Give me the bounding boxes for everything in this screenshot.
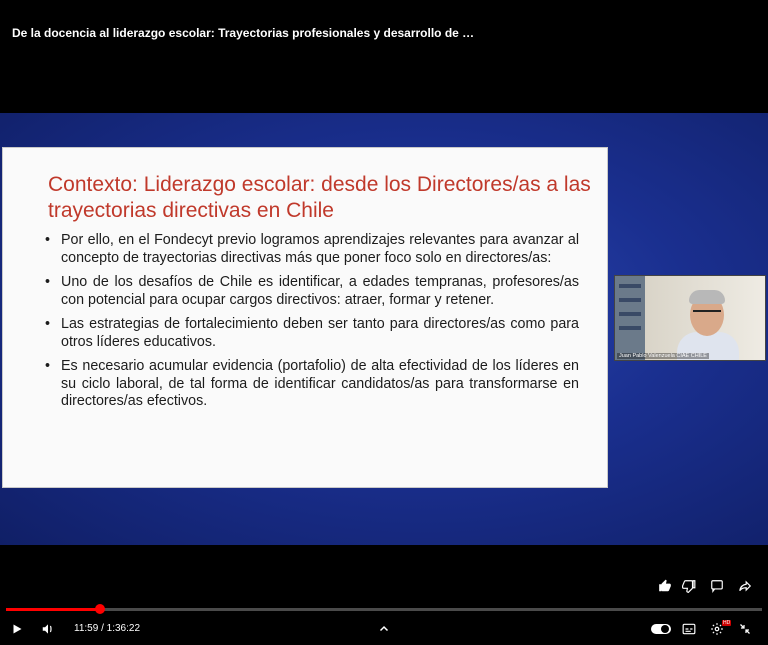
thumbs-up-icon[interactable] bbox=[656, 579, 674, 597]
bullet-dot: • bbox=[45, 232, 51, 248]
video-actions bbox=[656, 579, 766, 597]
bullet-dot: • bbox=[45, 358, 51, 374]
video-frame[interactable] bbox=[0, 113, 768, 545]
speaker-name-label: Juan Pablo Valenzuela CIAE CHILE bbox=[619, 353, 707, 359]
bookshelf bbox=[615, 276, 645, 361]
speaker-webcam bbox=[614, 275, 766, 361]
slide-bullet bbox=[45, 316, 579, 351]
volume-icon[interactable] bbox=[38, 617, 58, 641]
slide-bullet bbox=[45, 232, 579, 267]
presentation-slide bbox=[2, 147, 608, 488]
comment-icon[interactable] bbox=[708, 579, 726, 597]
progress-bar[interactable] bbox=[6, 608, 762, 611]
slide-bullet bbox=[45, 274, 579, 309]
bullet-text: Uno de los desafíos de Chile es identificar, a edades tempranas, profesores/as con potencial para ocupar cargos directivos: atraer, formar y retener. bbox=[61, 274, 579, 308]
bullet-dot: • bbox=[45, 274, 51, 290]
share-icon[interactable] bbox=[736, 579, 754, 597]
chevron-up-icon[interactable] bbox=[374, 617, 394, 641]
speaker-glasses bbox=[693, 310, 721, 318]
bookshelf-books bbox=[619, 284, 641, 288]
play-icon[interactable] bbox=[8, 617, 26, 641]
autoplay-toggle-knob bbox=[661, 625, 669, 633]
thumbs-down-icon[interactable] bbox=[680, 579, 698, 597]
bullet-text: Es necesario acumular evidencia (portafolio) de alta efectividad de los líderes en su ciclo laboral, de tal forma de identificar candidatos/as para transformarse en directores/as efectivos. bbox=[61, 358, 579, 409]
captions-icon[interactable] bbox=[680, 617, 698, 641]
duration: 1:36:22 bbox=[106, 623, 141, 634]
slide-title: Contexto: Liderazgo escolar: desde los Directores/as a las trayectorias directivas en Chile bbox=[48, 173, 591, 222]
slide-bullet bbox=[45, 358, 579, 411]
hd-badge: HD bbox=[723, 620, 731, 626]
time-separator: / bbox=[98, 623, 107, 634]
speaker-hair bbox=[689, 290, 725, 304]
current-time: 11:59 bbox=[74, 623, 99, 634]
slide-bullet-list bbox=[45, 232, 579, 418]
progress-played bbox=[6, 608, 100, 611]
autoplay-toggle[interactable] bbox=[651, 624, 671, 634]
progress-scrubber[interactable] bbox=[95, 604, 105, 614]
time-display bbox=[74, 617, 140, 641]
bullet-text: Las estrategias de fortalecimiento deben ser tanto para directores/as como para otros líderes educativos. bbox=[61, 316, 579, 350]
video-title: De la docencia al liderazgo escolar: Trayectorias profesionales y desarrollo de … bbox=[12, 26, 475, 40]
exit-fullscreen-icon[interactable] bbox=[736, 617, 754, 641]
bullet-dot: • bbox=[45, 316, 51, 332]
bullet-text: Por ello, en el Fondecyt previo logramos aprendizajes relevantes para avanzar al concepto de trayectorias directivas más que poner foco solo en directores/as: bbox=[61, 232, 579, 266]
